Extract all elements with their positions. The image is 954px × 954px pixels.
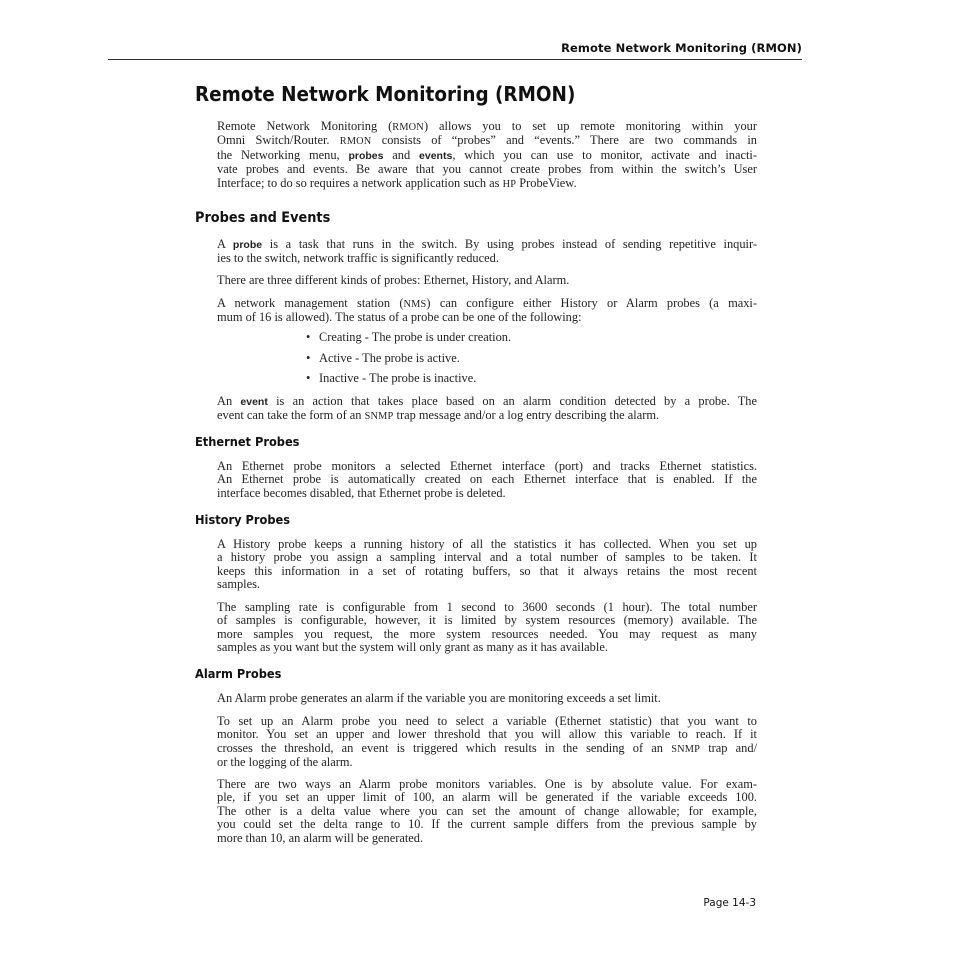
probe-term: probe — [232, 239, 263, 251]
page-number: Page 14-3 — [703, 897, 756, 909]
page-title: Remote Network Monitoring (RMON) — [195, 82, 576, 106]
list-item: • Inactive - The probe is inactive. — [306, 371, 477, 385]
probe-kinds-paragraph: There are three different kinds of probes: Ethernet, History, and Alarm. — [217, 273, 570, 287]
intro-line: the Networking menu, probes and events, which you can use to monitor, activate and inacti- — [217, 147, 757, 162]
alarm-paragraph-2: To set up an Alarm probe you need to select a variable (Ethernet statistic) that you want to monitor. You set an upper and lower threshold that you will allow this variable to reach. If it crosses the threshold, an event is triggered which results in the sending of an SNMP trap and/ or the logging of the alarm. — [217, 714, 758, 770]
section-heading-ethernet-probes: Ethernet Probes — [195, 435, 300, 449]
intro-line: Interface; to do so requires a network application such as HP ProbeView. — [217, 175, 577, 190]
nms-paragraph: A network management station (NMS) can configure either History or Alarm probes (a maxi- mum of 16 is allowed). The status of a probe can be one of the following: — [217, 296, 757, 325]
event-definition-paragraph: An event is an action that takes place based on an alarm condition detected by a probe. The event can take the form of an SNMP trap message and/or a log entry describing the alarm. — [217, 394, 757, 423]
header-rule — [108, 59, 802, 60]
alarm-paragraph-3: There are two ways an Alarm probe monitors variables. One is by absolute value. For exam- ple, if you set an upper limit of 100, an alarm will be generated if the variable exceeds 100. The other is a delta value where you can set the amount of change allowable; for example, you could set the delta range to 10. If the current sample differs from the previous sample by more than 10, an alarm will be generated. — [217, 777, 757, 845]
list-item: • Active - The probe is active. — [306, 350, 460, 365]
running-header: Remote Network Monitoring (RMON) — [561, 41, 802, 55]
events-command: events — [419, 149, 453, 162]
alarm-paragraph-1: An Alarm probe generates an alarm if the variable you are monitoring exceeds a set limit. — [217, 691, 661, 705]
bullet-icon: • — [306, 350, 311, 365]
intro-line: vate probes and events. Be aware that you cannot create probes from within the switch’s User — [217, 162, 757, 177]
intro-line: Omni Switch/Router. RMON consists of “probes” and “events.” There are two commands in — [217, 133, 757, 148]
intro-paragraph — [217, 120, 757, 191]
probe-status-list — [306, 331, 511, 393]
event-term: event — [240, 396, 268, 408]
section-heading-history-probes: History Probes — [195, 513, 291, 527]
intro-line: Remote Network Monitoring (RMON) allows you to set up remote monitoring within your — [217, 119, 757, 133]
section-heading-alarm-probes: Alarm Probes — [195, 667, 282, 681]
probe-definition-paragraph: A probe is a task that runs in the switch. By using probes instead of sending repetitive inquir- ies to the switch, network traffic is significantly reduced. — [217, 237, 757, 266]
section-heading-probes-events: Probes and Events — [195, 210, 331, 226]
bullet-icon: • — [306, 371, 311, 385]
probes-command: probes — [348, 149, 384, 162]
ethernet-paragraph: An Ethernet probe monitors a selected Ethernet interface (port) and tracks Ethernet statistics. An Ethernet probe is automatically created on each Ethernet interface that is enabled. If the interface becomes disabled, that Ethernet probe is deleted. — [217, 459, 757, 500]
history-paragraph-1: A History probe keeps a running history of all the statistics it has collected. When you set up a history probe you assign a sampling interval and a total number of samples to be taken. It keeps this information in a set of rotating buffers, so that it always retains the most recent samples. — [217, 537, 757, 592]
history-paragraph-2: The sampling rate is configurable from 1 second to 3600 seconds (1 hour). The total number of samples is configurable, however, it is limited by system resources (memory) available. The more samples you request, the more system resources needed. You may request as many samples as you want but the system will only grant as many as it has available. — [217, 600, 757, 655]
list-item: • Creating - The probe is under creation. — [306, 330, 512, 344]
bullet-icon: • — [306, 330, 311, 344]
